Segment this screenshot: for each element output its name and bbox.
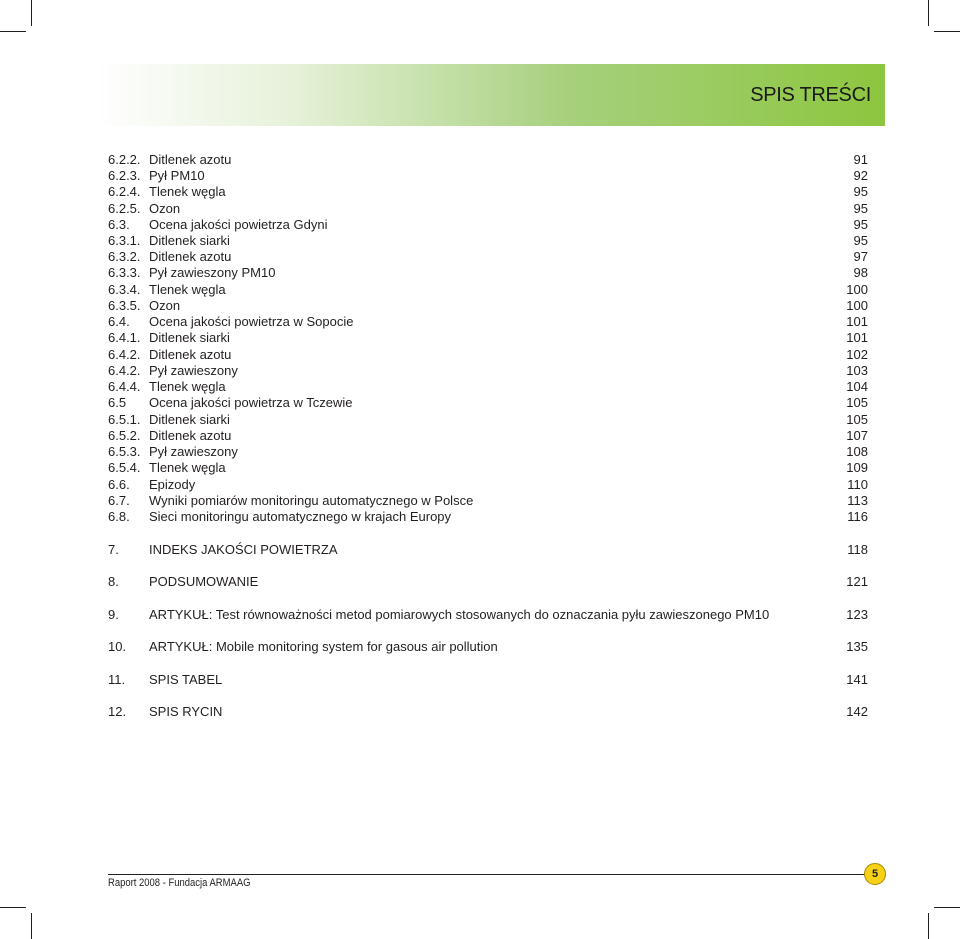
toc-entry[interactable] (108, 477, 868, 493)
toc-entry-title: Ozon (149, 201, 181, 216)
toc-entry-page: 105 (846, 412, 868, 427)
toc-entry[interactable] (108, 184, 868, 200)
toc-entry-page: 110 (847, 477, 868, 492)
toc-entry[interactable] (108, 428, 868, 444)
toc-entry-page: 101 (846, 314, 868, 329)
toc-entry[interactable] (108, 493, 868, 509)
toc-entry-number: 6.2.5. (108, 201, 141, 216)
toc-entry[interactable] (108, 282, 868, 298)
toc-entry[interactable] (108, 542, 868, 558)
toc-entry[interactable] (108, 444, 868, 460)
toc-entry-page: 102 (846, 347, 868, 362)
toc-entry-page: 91 (853, 152, 868, 167)
toc-entry-title: Pył zawieszony PM10 (149, 265, 276, 280)
toc-entry-number: 6.8. (108, 509, 130, 524)
toc-entry[interactable] (108, 265, 868, 281)
toc-entry[interactable] (108, 298, 868, 314)
crop-mark (31, 0, 32, 26)
toc-entry-title: PODSUMOWANIE (149, 574, 259, 589)
toc-entry[interactable] (108, 314, 868, 330)
toc-entry-number: 7. (108, 542, 119, 557)
toc-entry-title: Ocena jakości powietrza w Tczewie (149, 395, 353, 410)
crop-mark (928, 913, 929, 939)
toc-entry[interactable] (108, 233, 868, 249)
toc-entry-number: 6.3.1. (108, 233, 141, 248)
toc-entry-number: 6.5.3. (108, 444, 141, 459)
toc-entry-number: 6.3.5. (108, 298, 141, 313)
toc-entry-title: Wyniki pomiarów monitoringu automatycznego w Polsce (149, 493, 474, 508)
toc-entry-number: 6.5 (108, 395, 127, 410)
toc-entry[interactable] (108, 347, 868, 363)
toc-entry[interactable] (108, 672, 868, 688)
toc-entry-title: Tlenek węgla (149, 184, 226, 199)
toc-entry-page: 118 (847, 542, 868, 557)
footer-divider (108, 874, 866, 875)
toc-entry-number: 6.6. (108, 477, 130, 492)
toc-entry[interactable] (108, 639, 868, 655)
toc-entry-title: Ditlenek azotu (149, 152, 232, 167)
toc-entry-title: INDEKS JAKOŚCI POWIETRZA (149, 542, 338, 557)
toc-entry-number: 10. (108, 639, 127, 654)
toc-entry-page: 108 (846, 444, 868, 459)
toc-entry[interactable] (108, 330, 868, 346)
toc-entry-title: Tlenek węgla (149, 379, 226, 394)
toc-entry-page: 92 (853, 168, 868, 183)
toc-entry-page: 113 (847, 493, 868, 508)
toc-entry-page: 101 (846, 330, 868, 345)
toc-entry-number: 6.4.4. (108, 379, 141, 394)
toc-entry[interactable] (108, 509, 868, 525)
toc-entry-number: 6.3.2. (108, 249, 141, 264)
toc-entry-page: 141 (846, 672, 868, 687)
toc-entry[interactable] (108, 152, 868, 168)
toc-entry-number: 6.7. (108, 493, 130, 508)
header-banner (96, 64, 885, 126)
toc-entry-page: 98 (853, 265, 868, 280)
toc-entry-title: Tlenek węgla (149, 460, 226, 475)
toc-entry-number: 6.5.1. (108, 412, 141, 427)
toc-entry-number: 6.3. (108, 217, 130, 232)
toc-entry-page: 95 (853, 217, 868, 232)
toc-entry-page: 123 (846, 607, 868, 622)
crop-mark (0, 907, 26, 908)
toc-entry[interactable] (108, 412, 868, 428)
crop-mark (31, 913, 32, 939)
toc-entry-title: Pył zawieszony (149, 444, 238, 459)
toc-entry[interactable] (108, 379, 868, 395)
toc-entry-page: 116 (847, 509, 868, 524)
toc-entry[interactable] (108, 574, 868, 590)
toc-entry-page: 95 (853, 233, 868, 248)
toc-entry-number: 6.2.2. (108, 152, 141, 167)
toc-entry-number: 6.5.4. (108, 460, 141, 475)
footer-publication: Raport 2008 - Fundacja ARMAAG (108, 877, 251, 889)
toc-entry[interactable] (108, 704, 868, 720)
toc-entry-page: 95 (853, 201, 868, 216)
toc-entry-title: Ditlenek siarki (149, 233, 230, 248)
toc-entry[interactable] (108, 363, 868, 379)
page-number-badge: 5 (864, 863, 886, 885)
toc-entry-number: 8. (108, 574, 119, 589)
toc-entry-page: 100 (846, 298, 868, 313)
toc-entry-title: Ozon (149, 298, 181, 313)
toc-entry-title: Ditlenek azotu (149, 428, 232, 443)
toc-entry[interactable] (108, 395, 868, 411)
toc-entry-title: Sieci monitoringu automatycznego w krajach Europy (149, 509, 452, 524)
toc-entry[interactable] (108, 168, 868, 184)
toc-entry-number: 12. (108, 704, 127, 719)
toc-entry-page: 103 (846, 363, 868, 378)
toc-entry-title: Ditlenek azotu (149, 347, 232, 362)
toc-entry-number: 9. (108, 607, 119, 622)
toc-entry-page: 107 (846, 428, 868, 443)
toc-entry[interactable] (108, 201, 868, 217)
toc-entry-title: Ditlenek siarki (149, 412, 230, 427)
toc-entry-title: Ocena jakości powietrza Gdyni (149, 217, 328, 232)
toc-entry-title: SPIS TABEL (149, 672, 223, 687)
toc-entry-title: ARTYKUŁ: Mobile monitoring system for gasous air pollution (149, 639, 498, 654)
toc-entry-number: 6.4.2. (108, 363, 141, 378)
toc-entry-number: 6.4. (108, 314, 130, 329)
toc-entry-title: Ditlenek siarki (149, 330, 230, 345)
toc-entry-number: 6.3.3. (108, 265, 141, 280)
crop-mark (928, 0, 929, 26)
toc-entry-number: 6.2.3. (108, 168, 141, 183)
toc-entry-page: 105 (846, 395, 868, 410)
toc-entry-number: 6.2.4. (108, 184, 141, 199)
toc-entry-page: 121 (846, 574, 868, 589)
toc-entry-number: 6.5.2. (108, 428, 141, 443)
toc-entry-number: 6.3.4. (108, 282, 141, 297)
toc-entry-page: 135 (846, 639, 868, 654)
toc-entry-page: 97 (853, 249, 868, 264)
toc-entry-title: Tlenek węgla (149, 282, 226, 297)
toc-entry-number: 11. (108, 672, 126, 687)
toc-entry-title: Ocena jakości powietrza w Sopocie (149, 314, 354, 329)
toc-entry-page: 109 (846, 460, 868, 475)
toc-entry-number: 6.4.2. (108, 347, 141, 362)
toc-entry[interactable] (108, 607, 868, 623)
toc-entry-page: 104 (846, 379, 868, 394)
toc-entry-title: Pył PM10 (149, 168, 205, 183)
toc-entry-page: 142 (846, 704, 868, 719)
toc-entry-number: 6.4.1. (108, 330, 141, 345)
toc-entry-title: Pył zawieszony (149, 363, 238, 378)
crop-mark (934, 31, 960, 32)
toc-entry-title: Epizody (149, 477, 196, 492)
crop-mark (0, 31, 26, 32)
page-title: SPIS TREŚCI (750, 84, 871, 106)
toc-entry-title: Ditlenek azotu (149, 249, 232, 264)
toc-entry-page: 100 (846, 282, 868, 297)
crop-mark (934, 907, 960, 908)
toc-entry-title: SPIS RYCIN (149, 704, 223, 719)
toc-entry[interactable] (108, 249, 868, 265)
toc-entry[interactable] (108, 217, 868, 233)
toc-entry-page: 95 (853, 184, 868, 199)
toc-entry-title: ARTYKUŁ: Test równoważności metod pomiarowych stosowanych do oznaczania pyłu zawieszonego PM10 (149, 607, 770, 622)
toc-entry[interactable] (108, 460, 868, 476)
